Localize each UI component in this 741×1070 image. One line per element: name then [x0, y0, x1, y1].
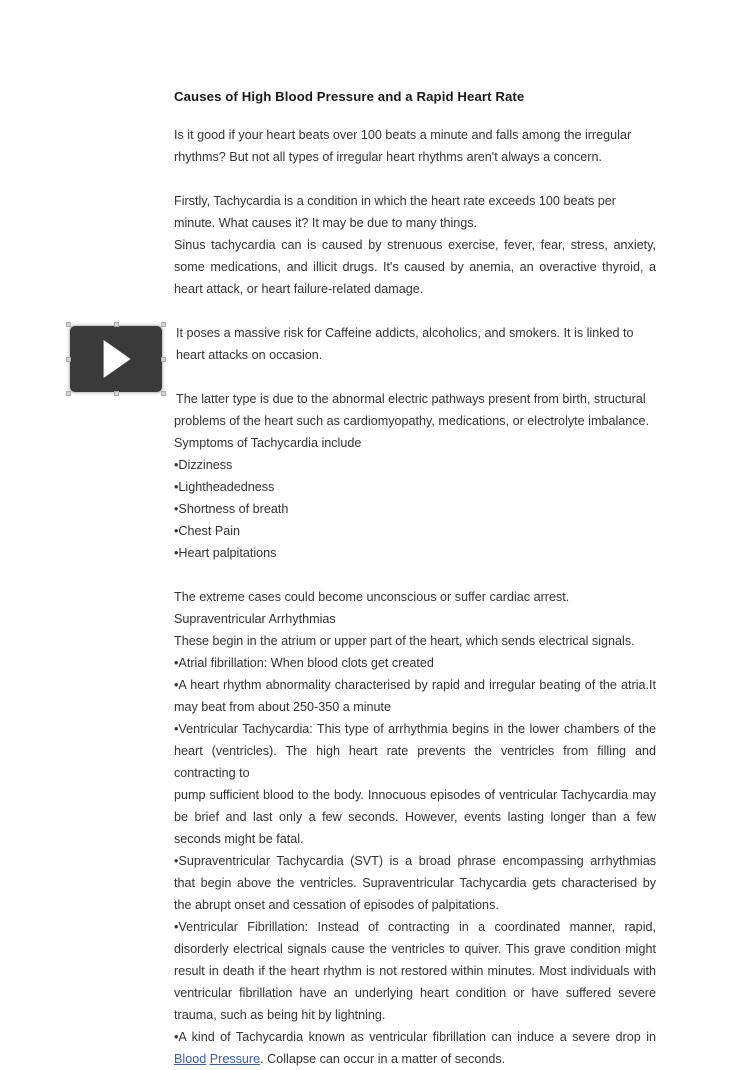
list-item	[174, 520, 656, 542]
list-item-label: Ventricular Tachycardia: This type of arrhythmia begins in the lower chambers of the heart (ventricles). The high heart rate prevents the ventricles from filling and contracting to	[174, 722, 656, 780]
resize-handle-middle-right[interactable]	[161, 357, 166, 362]
resize-handle-top-center[interactable]	[114, 322, 119, 327]
symptoms-heading: Symptoms of Tachycardia include	[174, 436, 362, 450]
paragraph-spacer	[174, 564, 656, 586]
video-placeholder[interactable]	[66, 322, 166, 396]
paragraph-pump: pump sufficient blood to the body. Innocuous episodes of ventricular Tachycardia may be brief and last only a few seconds. However, events lasting longer than a few seconds might be fatal.	[174, 788, 656, 846]
paragraph-sinus: Sinus tachycardia can is caused by strenuous exercise, fever, fear, stress, anxiety, some medications, and illicit drugs. It's caused by anemia, an overactive thyroid, a heart attack, or heart failure-related damage.	[174, 238, 656, 296]
paragraph-extreme: The extreme cases could become unconscious or suffer cardiac arrest.	[174, 590, 570, 604]
paragraph-spacer	[174, 168, 656, 190]
resize-handle-top-right[interactable]	[161, 322, 166, 327]
bullet-glyph: •	[174, 678, 179, 692]
list-item-label: Chest Pain	[178, 524, 241, 538]
bullet-glyph: •	[174, 458, 179, 472]
resize-handle-bottom-left[interactable]	[66, 391, 71, 396]
list-item	[174, 454, 656, 476]
document-body	[174, 88, 656, 1070]
paragraph-spacer	[174, 300, 656, 322]
list-item-label: Lightheadedness	[178, 480, 275, 494]
bullet-glyph: •	[174, 722, 179, 736]
paragraph-spacer	[174, 366, 656, 388]
list-item	[174, 718, 656, 784]
bullet-glyph: •	[174, 920, 179, 934]
list-item	[174, 916, 656, 1026]
video-thumbnail[interactable]	[70, 326, 162, 392]
paragraph-supraventricular-intro: These begin in the atrium or upper part of the heart, which sends electrical signals.	[174, 634, 635, 648]
bullet-glyph: •	[174, 524, 179, 538]
resize-handle-bottom-center[interactable]	[114, 391, 119, 396]
resize-handle-bottom-right[interactable]	[161, 391, 166, 396]
blood-pressure-link[interactable]	[174, 1052, 260, 1066]
list-item	[174, 498, 656, 520]
bullet-glyph: •	[174, 656, 179, 670]
page-title: Causes of High Blood Pressure and a Rapid Heart Rate	[174, 89, 525, 104]
supraventricular-heading: Supraventricular Arrhythmias	[174, 612, 336, 626]
final-bullet-text-after: . Collapse can occur in a matter of seconds.	[260, 1052, 506, 1066]
list-item	[174, 674, 656, 718]
bullet-glyph: •	[174, 546, 179, 560]
bullet-glyph: •	[174, 1030, 179, 1044]
link-word-blood: Blood	[174, 1052, 207, 1066]
list-item-label: Ventricular Fibrillation: Instead of contracting in a coordinated manner, rapid, disorderly electrical signals cause the ventricles to quiver. This grave condition might result in death if the heart rhythm is not restored within minutes. Most individuals with ventricular fibrillation have an underlying heart condition or have suffered severe trauma, such as being hit by lightning.	[174, 920, 656, 1022]
list-item-label: Dizziness	[178, 458, 233, 472]
bullet-glyph: •	[174, 480, 179, 494]
list-item	[174, 652, 656, 674]
paragraph-risk: It poses a massive risk for Caffeine addicts, alcoholics, and smokers. It is linked to heart attacks on occasion.	[176, 326, 634, 362]
list-item-label: Shortness of breath	[178, 502, 289, 516]
list-item-label: Heart palpitations	[178, 546, 277, 560]
resize-handle-middle-left[interactable]	[66, 357, 71, 362]
bullet-glyph: •	[174, 502, 179, 516]
list-item-label: Atrial fibrillation: When blood clots get created	[178, 656, 434, 670]
paragraph-firstly: Firstly, Tachycardia is a condition in which the heart rate exceeds 100 beats per minute. What causes it? It may be due to many things.	[174, 194, 616, 230]
play-icon	[104, 340, 131, 378]
list-item	[174, 476, 656, 498]
link-word-pressure: Pressure	[209, 1052, 261, 1066]
list-item	[174, 850, 656, 916]
paragraph-intro: Is it good if your heart beats over 100 beats a minute and falls among the irregular rhythms? But not all types of irregular heart rhythms aren't always a concern.	[174, 128, 632, 164]
list-item	[174, 542, 656, 564]
bullet-glyph: •	[174, 854, 179, 868]
final-bullet-text-before: A kind of Tachycardia known as ventricular fibrillation can induce a severe drop in	[178, 1030, 656, 1044]
list-item-label: Supraventricular Tachycardia (SVT) is a broad phrase encompassing arrhythmias that begin above the ventricles. Supraventricular Tachycardia gets characterised by the abrupt onset and cessation of episodes of palpitations.	[174, 854, 656, 912]
paragraph-latter: The latter type is due to the abnormal electric pathways present from birth, structural problems of the heart such as cardiomyopathy, medications, or electrolyte imbalance.	[174, 392, 650, 428]
resize-handle-top-left[interactable]	[66, 322, 71, 327]
list-item-label: A heart rhythm abnormality characterised by rapid and irregular beating of the atria.It may beat from about 250-350 a minute	[174, 678, 656, 714]
list-item-with-link	[174, 1026, 656, 1070]
